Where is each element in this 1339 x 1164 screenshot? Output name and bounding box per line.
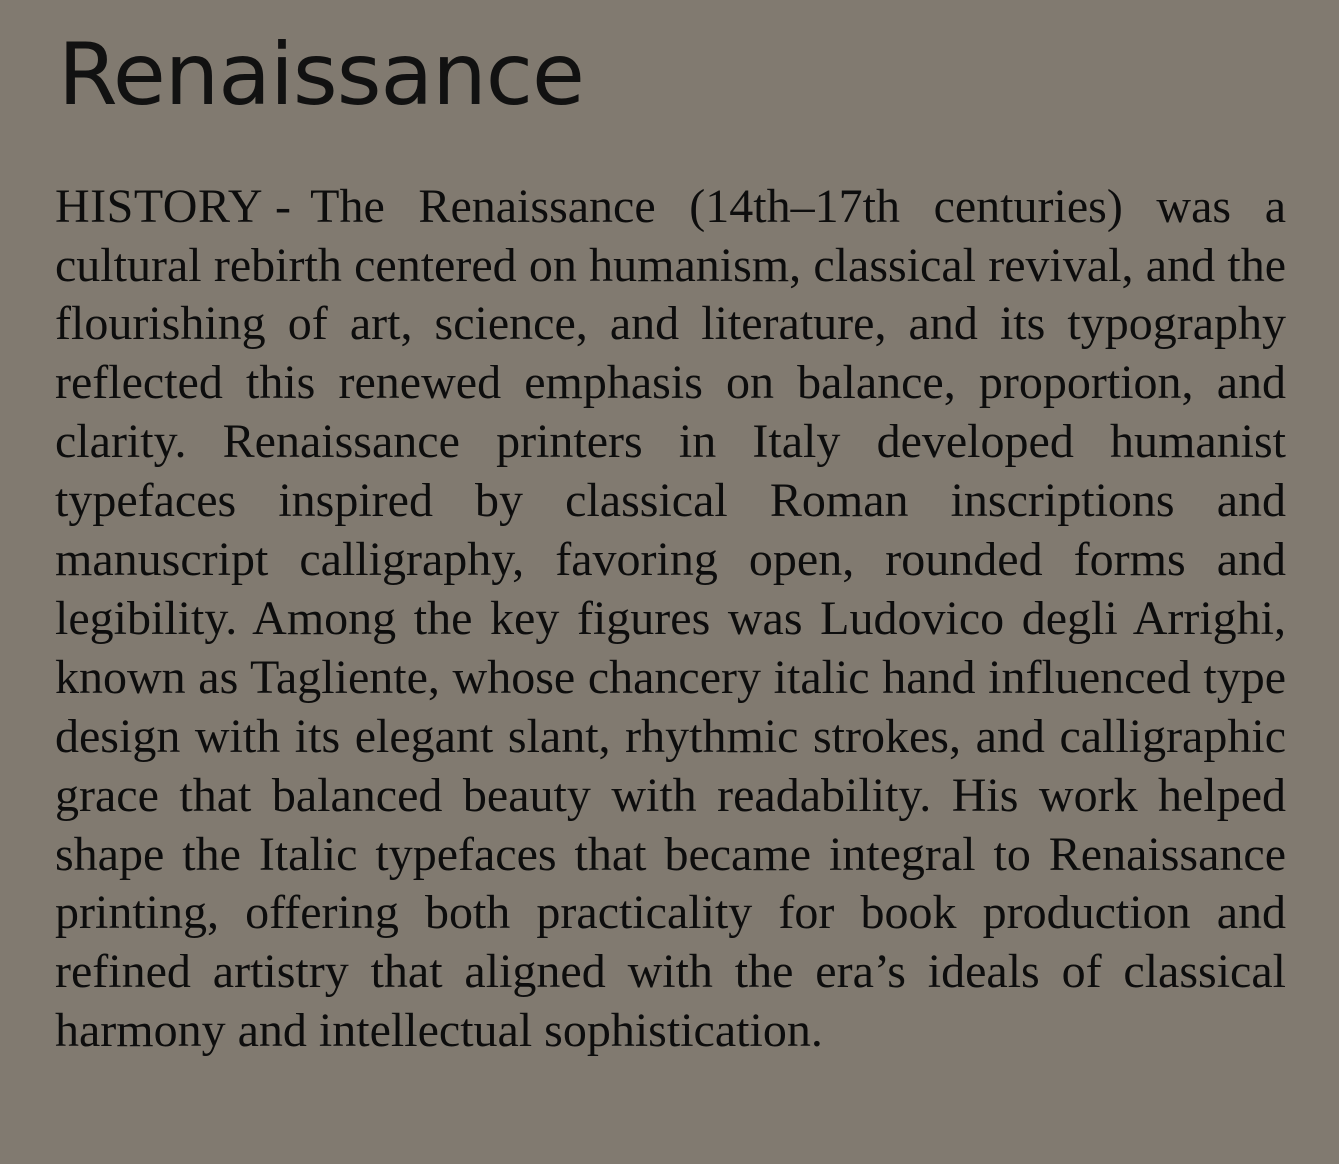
article-body (55, 178, 1286, 1062)
section-label: HISTORY (55, 179, 263, 233)
article-text: The Renaissance (14th–17th centuries) was a cultural rebirth centered on humanism, classical revival, and the flourishing of art, science, and literature, and its typography reflected this renewed emphasis on balance, proportion, and clarity. Renaissance printers in Italy developed humanist typefaces inspired by classical Roman inscriptions and manuscript calligraphy, favoring open, rounded forms and legibility. Among the key figures was Ludovico degli Arrighi, known as Tagliente, whose chancery italic hand influenced type design with its elegant slant, rhythmic strokes, and calligraphic grace that balanced beauty with readability. His work helped shape the Italic typefaces that became integral to Renaissance printing, offering both practicality for book production and refined artistry that aligned with the era’s ideals of classical harmony and intellectual sophistication. (55, 179, 1286, 1058)
label-separator: - (275, 179, 291, 233)
page-title: Renaissance (58, 25, 584, 125)
